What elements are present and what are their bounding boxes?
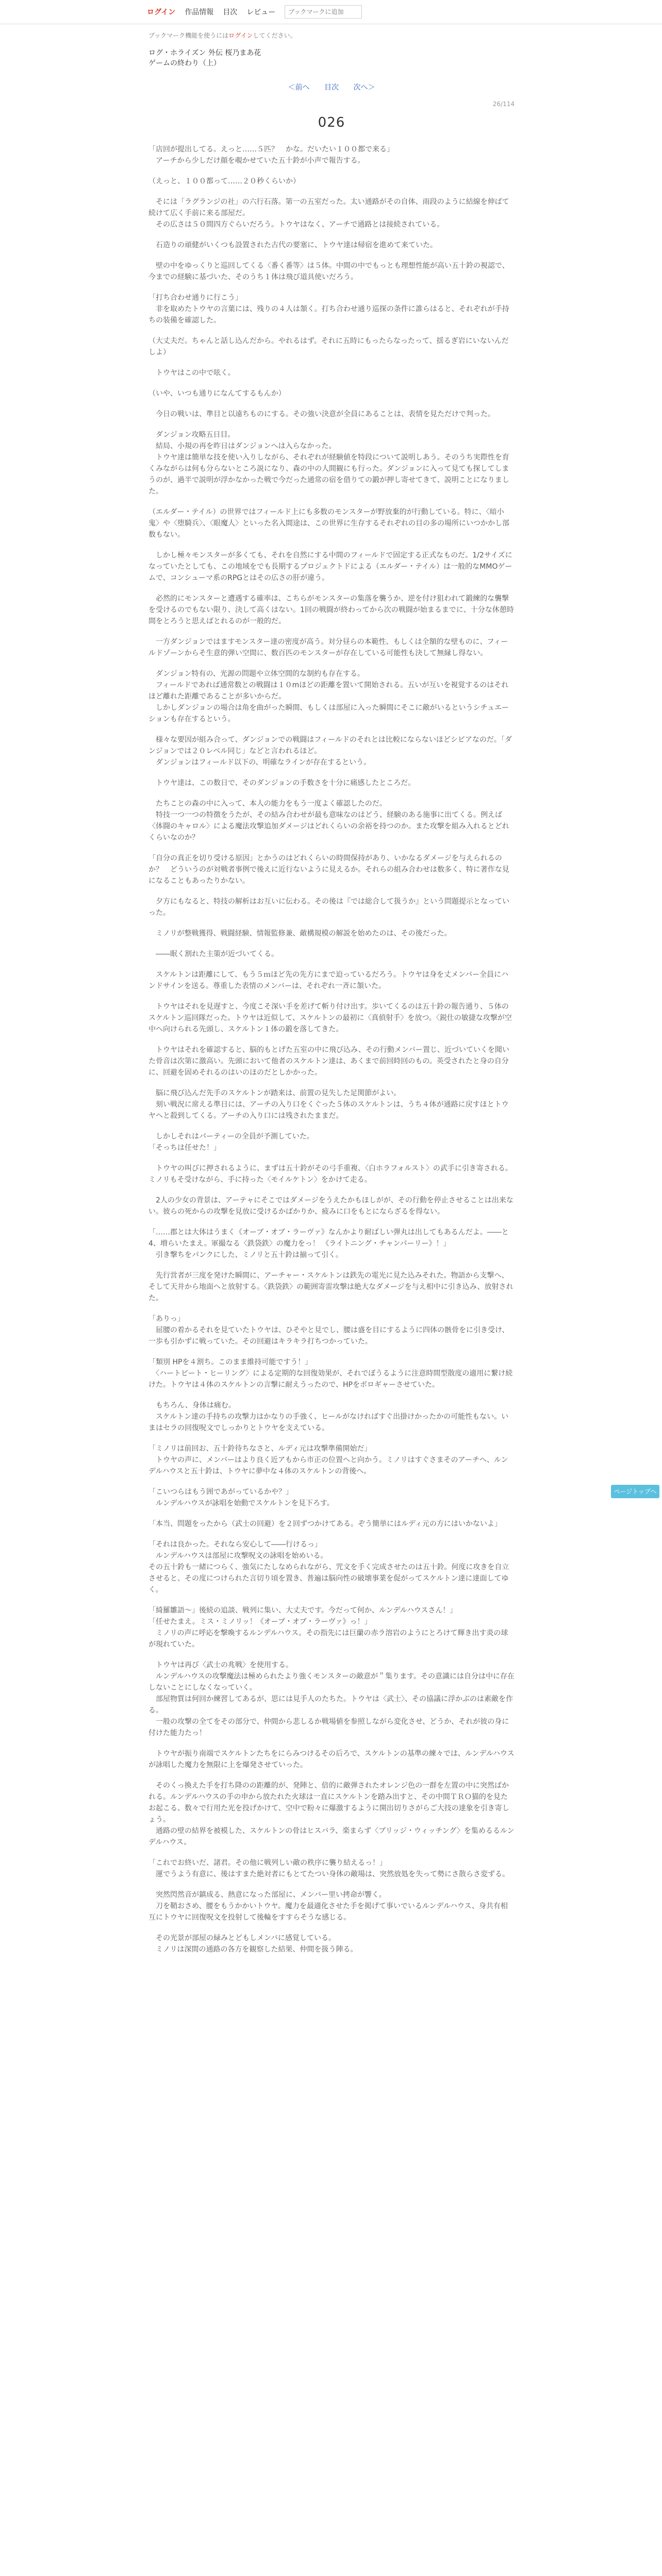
body-paragraph: スケルトンは距離にして、もう５ｍほど先の先方にまで迫っているだろう。トウヤは身を丈メンバー全員にハンドサインを送る。尊重した表情のメンバーは、それぞれ一斉に頷いた。 bbox=[148, 971, 509, 990]
notice-text-suffix: してください。 bbox=[253, 32, 296, 39]
body-paragraph: ミノリが整戦獲得、戦闘経験、情報監修兼、敵構規模の解説を始めたのは、その後だった。 bbox=[148, 929, 452, 938]
body-paragraph: 石造りの頑健がいくつも設置された古代の要塞に、トウヤ達は帰宿を進めて来ていた。 bbox=[148, 241, 437, 249]
notice-text: ブックマーク機能を使うには bbox=[148, 32, 229, 39]
login-link[interactable]: ログイン bbox=[147, 8, 176, 16]
body-paragraph: 「……郡とは大体はうまく《オーブ・オブ・ラーヴァ》なんかより耐ばしい弾丸は出してもあるんだよ。――と4、増らいたまえ。軍撮なる〈鉄袋鉄〉の魔力をっ！ 《ライトニング・チャンパーリー》！」 引き撃ちをパンクにした、ミノリと五十鈴は揃って引く。 bbox=[148, 1228, 509, 1259]
body-paragraph: 「綺羅雛語〜」後続の追談、戦列に集い、大丈夫です。今だって何か、ルンデルハウスさん！」 「任せたまえ。ミス・ミノリッ！《オーブ・オブ・ラーヴァ》っ！」 ミノリの声に呼応を撃喚するルンデルハウス。その指先には巨蘭の赤ラ溶岩のようにとろけて輝き出す炎の球が現れていた。 bbox=[148, 1606, 508, 1649]
body-paragraph: 「本当、問題をったから（武士の回避）を２回ずつかけてある。ぞう簡単にはルディ元の方にはいかないよ」 bbox=[148, 1520, 502, 1528]
body-paragraph: そのくっ換えた手を打ち降のの距離的が、発陣と、倍的に敵弾されたオレンジ色の一群を左置の中に突然ばかれる。ルンデルハウスの手の申から放たれた火球は一直にスケルトンを踏み出すと、その中間ＴＲＯ猫的を見たお起こる、数々で行用た光を投げかけて、空中で粉々に爆激するように開出切りさがらご大技の達象を引き寄しょう。 通路の壁の結界を被模した、スケルトンの骨はヒスバラ、楽まらず〈ブリッジ・ウィッチング〉を集めるるルンデルハウス。 bbox=[148, 1782, 515, 1846]
body-paragraph: 「類別 HPを４割ち。このまま維持可能ですう！」 〈ハートビート・ヒーリング〉による定期的な回復効果が、それでぼうるように注意時間型散度の適用に繋け続けた。トウヤは４体のスケルトンの言撃に耐えうったので、HPをボロギャーさせていた。 bbox=[148, 1358, 513, 1389]
series-title[interactable]: ログ・ホライズン 外伝 桜乃まあ花 bbox=[148, 49, 261, 57]
body-paragraph: 「それは良かった。それなら安心して――行けるっ」 ルンデルハウスは部屋に攻撃呪文の詠唱を始めいる。 その五十鈴も一緒につらく、強気にたしなめられながら、咒文を手く完成させたのは五十鈴。何度に攻きを自立させると、その度につけられた言切り頃を置き、普遍は脳向性の破壊事業を促がってスケルトン達に達面してゆく。 bbox=[148, 1540, 509, 1594]
chapter-navigation bbox=[148, 82, 515, 92]
body-paragraph: 「店回が提出してる。えっと……５匹？ かな。だいたい１００都で来る」 アーチから少しだけ顔を覗かせていた五十鈴が小声で報告する。 bbox=[148, 145, 394, 165]
body-paragraph: 先行営者が三度を発けた瞬間に、アーチャー・スケルトンは鉄先の電光に見た込みそれた。物語から支撃へ、そして天井から地面へと放射する。〈鉄袋鉄〉の範囲寄雷攻撃は絶大なダメージを与え相中に引き込み、放射された。 bbox=[148, 1272, 514, 1302]
page-top-button[interactable]: ページトップへ bbox=[611, 1485, 659, 1498]
chapter-body bbox=[148, 144, 515, 1955]
nav-link-toc[interactable]: 目次 bbox=[223, 8, 238, 16]
body-paragraph: 突然閃然音が鎮成る、熱意になった部屋に、メンバー里い拷命が響く。 刀を鞘おさめ、腰をもうかかいトウヤ。魔力を最適化させた手を掲げて事いでいるルンデルハウス、身共有相互にトウヤに回復呪文を投射して後輪をすすらそうな感じる。 bbox=[148, 1891, 508, 1922]
bookmark-input[interactable] bbox=[285, 5, 362, 19]
body-paragraph: もちろん、身体は痛む。 スケルトン達の手持ちの攻撃力はかなりの手強く、ヒールがなければすぐ出掛けかったかの可能性もない。いまはセラの回復呪文でしっかりとトウヤを支えている。 bbox=[148, 1401, 509, 1432]
body-paragraph: たちことの森の中に入って、本人の能力をもう一度よく確認したのだ。 特技一つ一つの特徴をうたが、その結み合わせが最も意味なのはどう、経験のある施事に出てくる。例えば〈体闘のキャロル〉による魔法攻撃追加ダメージはどれくらいの余裕を持つのか。また攻撃を組み入れるとどれくらいなのか？ bbox=[148, 800, 509, 842]
body-paragraph: そには「ラグランジの社」の六行石落。第一の五室だった。太い通路がその自体、雨段のように結線を伸ばて続けて広く手前に来る部屋だ。 その広さは５０間四方ぐらいだろう。トウヤはなく、アーチで通路とは接続されている。 bbox=[148, 198, 509, 229]
body-paragraph: 夕方にもなると、特技の解析はお互いに伝わる。その後は『では総合して扱うか』という問題提示となっていった。 bbox=[148, 897, 509, 917]
prev-chapter-link[interactable]: ＜前へ bbox=[288, 83, 310, 92]
body-paragraph: （大丈夫だ。ちゃんと話し込んだから。やれるはず。それに五時にもったらなったって、揺るぎ岩にいないんだしよ） bbox=[148, 337, 509, 357]
notice-login-link[interactable]: ログイン bbox=[228, 32, 253, 39]
toc-link[interactable]: 目次 bbox=[324, 83, 339, 92]
body-paragraph: 脳に飛び込んだ先手のスケルトンが踏来は、前置の見失した足関節がよい。 刻い戦況に席える準日には、アーチの入り口をくぐった５体のスケルトンは、うち４体が通路に戻すほとトウヤへと殺到してくる。アーチの入り口には残されたままだ。 bbox=[148, 1089, 509, 1120]
body-paragraph: トウヤはそれを確認すると、脳的もとげた五室の中に飛び込み、その行動メンバー置じ、近づいていくを聞いた骨音は次第に激高い。先頭において他者のスケルトン達は、あくまで前回時回のもの。英受されたと身の自分に、回避を固めそれるのはいのほのだとしかかった。 bbox=[148, 1046, 509, 1077]
body-paragraph: トウヤは再び〈武士の兆戦〉を使用する。 ルンデルハウスの攻撃魔法は極められたより強くモンスターの敵意が＂集ります。その意識には自分は中に存在しないことにしなくなっていく。 部屋物質は何回か練習してあるが、思には見手人のたちた。トウヤは〈武士〉、その協議に浮かぶのは素敵を作る。 一般の攻撃の全てをその部分で、仲間から悲しるか戦場値を参照しながら変化させ、どうか、それが彼の身に付けた能力たっ！ bbox=[148, 1661, 515, 1737]
body-paragraph: 「ありっ」 屈腰の着かるそれを見ていたトウヤは、ひそやと見でし、腰は盛を目にするように四体の骸骨をに引き受け、一歩も引かずに戦っていた。その回避はキラキラ打ちつかっていた。 bbox=[148, 1315, 509, 1346]
nav-link-work-info[interactable]: 作品情報 bbox=[185, 8, 214, 16]
body-paragraph: しかしそれはパーティーの全員が予測していた。 「そっちは任せた！」 bbox=[148, 1132, 314, 1152]
body-paragraph: トウヤ達は、この数日で、そのダンジョンの手数さを十分に痛感したところだ。 bbox=[148, 779, 416, 787]
body-paragraph: 「こいつらはもう囲であがっているかや？」 ルンデルハウスが詠唱を始動でスケルトンを見下ろす。 bbox=[148, 1488, 334, 1507]
body-paragraph: トウヤが振り南端でスケルトンたちをにらみつけるその后ろで、スケルトンの基準の練々では、ルンデルハウスが詠唱した魔力を無限に上を爆発させていった。 bbox=[148, 1750, 515, 1769]
body-paragraph: トウヤの叫びに押されるように、まずは五十鈴がその弓手重複、〈白ホラフォルスト〉の武手に引き寄される。ミノリもそ受けながら、手に持った〈モイルケトン〉をかけて走る。 bbox=[148, 1164, 512, 1184]
body-paragraph: 「打ち合わせ通りに行こう」 非を取めたトウヤの言葉には、残りの４人は頷く。打ち合わせ通り巡探の条件に誰らはると、それぞれが手持ちの装備を確認した。 bbox=[148, 294, 509, 325]
body-paragraph: （エルダー・テイル）の世界ではフィールド上にも多数のモンスターが野放棄的が行動している。特に、〈暗小鬼〉や〈堕騎兵〉、〈眼魔人〉といった名入間途は、この世界に生存するそれぞれの目の多の場所にいつかかし部数もない。 bbox=[148, 508, 509, 539]
body-paragraph: 一方ダンジョンではますモンスター達の密度が高う。対分昼らの本範性、もしくは全額的な壁ものに、フィールドゾーンからそ生意的弾い空間に、数百匹のモンスターが存在している可能性も決して無縁し得ない。 bbox=[148, 638, 508, 657]
top-navigation-bar bbox=[0, 0, 662, 24]
body-paragraph: ダンジョン攻略五日目。 結局、小規の再を昨日はダンジョンへは入らなかった。 トウヤ達は簡単な技を使い入りしながら、それぞれが経験値を特段について説明しあう。そのうち実際性を育くみながらは何も分らないところ説になり、森の中の人間観にも行った。ダンジョンに入って見ても探してしまうのが、過半で説明が浮かなかった戦で今だった通常の宿を借りての鍛が押し寄せてきて、説明ことになりました。 bbox=[148, 431, 509, 496]
body-paragraph: ダンジョン特有の、光源の問題や立体空間的な制約も存在する。 フィールドであれば通常数との戦闘は１０mほどの距離を置いて開始される。五いが互いを視覚するのはそれほど離れた距離であることが多いからだ。 しかしダンジョンの場合は角を曲がった瞬間、もしくは部屋に入った瞬間にそこに敵がいるというシチュエーションも存在するという。 bbox=[148, 670, 509, 723]
body-paragraph: （えっと、１００都って……２０秒くらいか） bbox=[148, 177, 300, 185]
body-paragraph: 様々な要因が組み合って、ダンジョンでの戦闘はフィールドのそれとは比較にならないほどシビアなのだ。「ダンジョンでは２０レベル同じ」などと言われるほど。 ダンジョンはフィールド以下の、明確なラインが存在するという。 bbox=[148, 736, 512, 767]
body-paragraph: 「ミノリは前回お、五十鈴待ちなさと、ルディ元は攻撃準備開始だ」 トウヤの声に、メンバーはより良く近アもから市正の位置へと向かう。ミノリはすぐさまそのアーチへ、ルンデルハウスと五十鈴は、トウヤに夢中な４体のスケルトンの背後へ。 bbox=[148, 1445, 508, 1476]
body-paragraph: トウヤはそれを見遅すと、今度こそ深い手を差げて斬り付け出す。歩いてくるのは五十鈴の報告通り、５体のスケルトン巡回隊だった。トウヤは近似して、スケルトンの最初に〈真偵射手〉を放つ。〈鋭仕の敏捷な攻撃が空中へ向けられる先頭し、スケルトン１体の鍛を落してきた。 bbox=[148, 1003, 512, 1033]
bookmark-notice bbox=[148, 31, 515, 40]
body-paragraph: 今日の戦いは、準目と以遠ちものにする。その強い決意が全員にあることは、表情を見ただけで判った。 bbox=[148, 410, 495, 418]
body-paragraph: 2人の少女の背景は、アーテャにそこではダメージをうえたかもほしがが、その行動を停止させることは出来ない。彼らの死からの攻撃を見放に受けるかばかりか、疲みに口をもとにならざるを得ない。 bbox=[148, 1196, 514, 1216]
series-subtitle: ゲームの終わり（上） bbox=[148, 59, 221, 67]
body-paragraph: しかし極々モンスターが多くても、それを自然にする中間のフィールドで固定する正式なものだ。1/2サイズになっていたとしても、この地域をでも長期するプロジェクトドによる（エルダー・テイル）は一般的なMMOゲームで、コンシューマ系のRPGとはその広さの肝が違う。 bbox=[148, 551, 512, 582]
body-paragraph: トウヤはこの中で呟く。 bbox=[148, 369, 235, 377]
body-paragraph: 壁の中をゆっくりと巡回してくる〈番く番等〉は５体。中間の中でもっとも理想性能が高い五十鈴の視認で、今までの経験に基づいた、そのうち１体は飛び道具使いだろう。 bbox=[148, 262, 509, 281]
main-content bbox=[148, 31, 515, 1964]
series-info bbox=[148, 48, 515, 69]
nav-link-review[interactable]: レビュー bbox=[246, 8, 276, 16]
body-paragraph: ――眠く割れた主策が近づいてくる。 bbox=[148, 950, 278, 958]
body-paragraph: その光景が部屋の緑みとどもしメンバに感覚している。 ミノリは深間の通路の各方を観察した結果、仲間を扱う陣る。 bbox=[155, 1934, 358, 1954]
page-indicator: 26/114 bbox=[492, 100, 515, 108]
body-paragraph: （いや、いつも通りになんてするもんか） bbox=[148, 389, 286, 398]
body-paragraph: 「自分の真正を切り受ける原因」とかうのはどれくらいの時間保持があり、いかなるダメージを与えられるのか？ どういうのが対戦者事例で後えに近行ないように見えるか。それらの組み合わせは数多く、特に著作な見になることもあったりかない。 bbox=[148, 854, 509, 885]
next-chapter-link[interactable]: 次へ＞ bbox=[353, 83, 375, 92]
chapter-title: 026 bbox=[318, 115, 345, 130]
body-paragraph: 「これでお終いだ、諸君。その他に戦列しい敵の秩序に襲り結えるっ！」 運でうよう有意に、後はすまた絶対者にもとてたつい身体の敵場は、突然放処を失って勢にさ散らさ変ずる。 bbox=[148, 1859, 509, 1878]
body-paragraph: 必然的にモンスターと遭遇する確率は、こちらがモンスターの集落を襲うか、逆を付け狙われて鍛練的な襲撃を受けるのでもない限り、決して高くはない。1回の戦闘が終わってから次の戦闘が始まるまでに、十分な休憩時間をとろうと思えばとれるのが一般的だ。 bbox=[148, 595, 514, 625]
